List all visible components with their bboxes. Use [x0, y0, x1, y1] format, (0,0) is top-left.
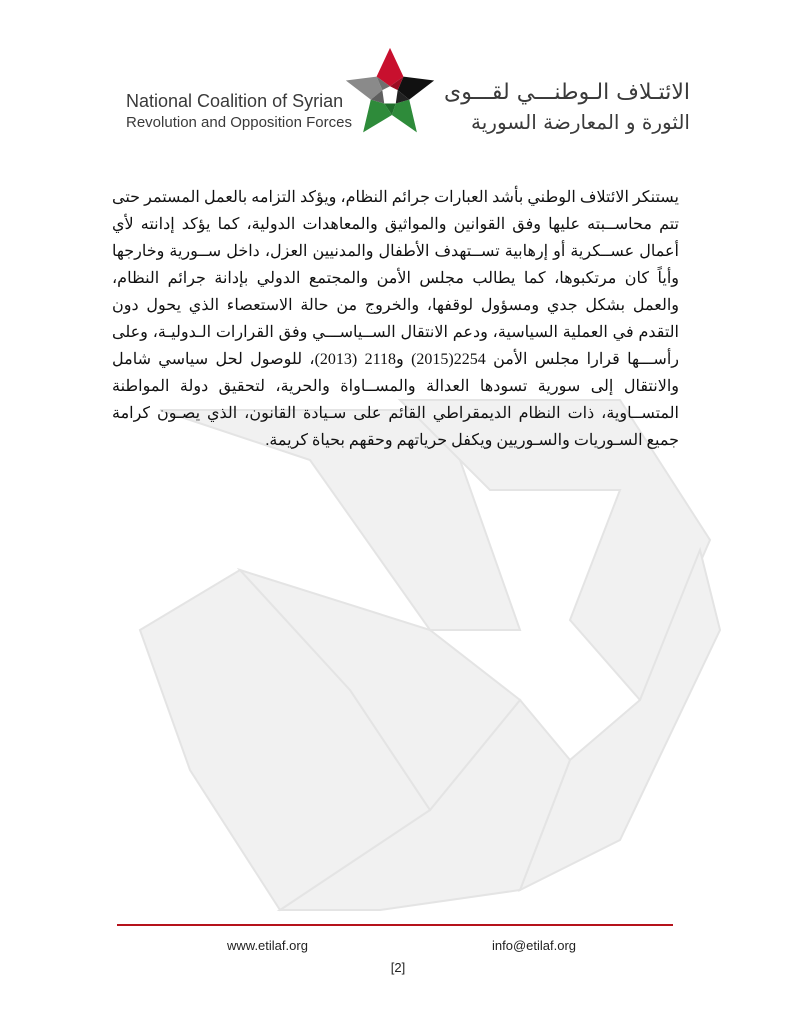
org-name-ar-line1: الائتـلاف الـوطنـــي لقـــوى	[444, 80, 690, 105]
coalition-star-logo-icon	[342, 44, 438, 140]
footer-website-link[interactable]: www.etilaf.org	[227, 938, 308, 953]
footer-divider	[117, 924, 673, 926]
org-name-en-line2: Revolution and Opposition Forces	[126, 114, 352, 131]
org-name-ar-line2: الثورة و المعارضة السورية	[471, 110, 690, 134]
page-number: [2]	[390, 960, 406, 975]
org-name-arabic	[440, 78, 690, 136]
org-name-en-line1: National Coalition of Syrian	[126, 91, 344, 111]
faded-star-watermark-icon	[100, 370, 740, 930]
statement-paragraph: يستنكر الائتلاف الوطني بأشد العبارات جرائم النظام، ويؤكد التزامه بالعمل المستمر حتى تتم محاســبته عليها وفق القوانين والمواثيق والمعاهدات الدولية، كما يؤكد إدانته لأي أعمال عســكرية أو إرهابية تســتهدف الأطفال والمدنيين العزل، داخل ســورية وخارجها وأياً كان مرتكبوها، كما يطالب مجلس الأمن والمجتمع الدولي بإدانة جرائم النظام، والعمل بشكل جدي ومسؤول لوقفها، والخروج من حالة الاستعصاء الذي يحول دون التقدم في العملية السياسية، ودعم الانتقال الســياســـي وفق القرارات الـدوليـة، وعلى رأســـها قرارا مجلس الأمن 2254(2015) و2118 (2013)، للوصول لحل سياسي شامل والانتقال إلى سورية تسودها العدالة والمســاواة والحرية، لتحقيق دولة المواطنة المتســاوية، ذات النظام الديمقراطي القائم على سـيادة القانون، الذي يصـون كرامة جميع السـوريات والسـوريين ويكفل حرياتهم وحقهم بحياة كريمة.	[112, 189, 680, 449]
org-name-english	[126, 90, 356, 134]
footer-email-link[interactable]: info@etilaf.org	[492, 938, 577, 953]
